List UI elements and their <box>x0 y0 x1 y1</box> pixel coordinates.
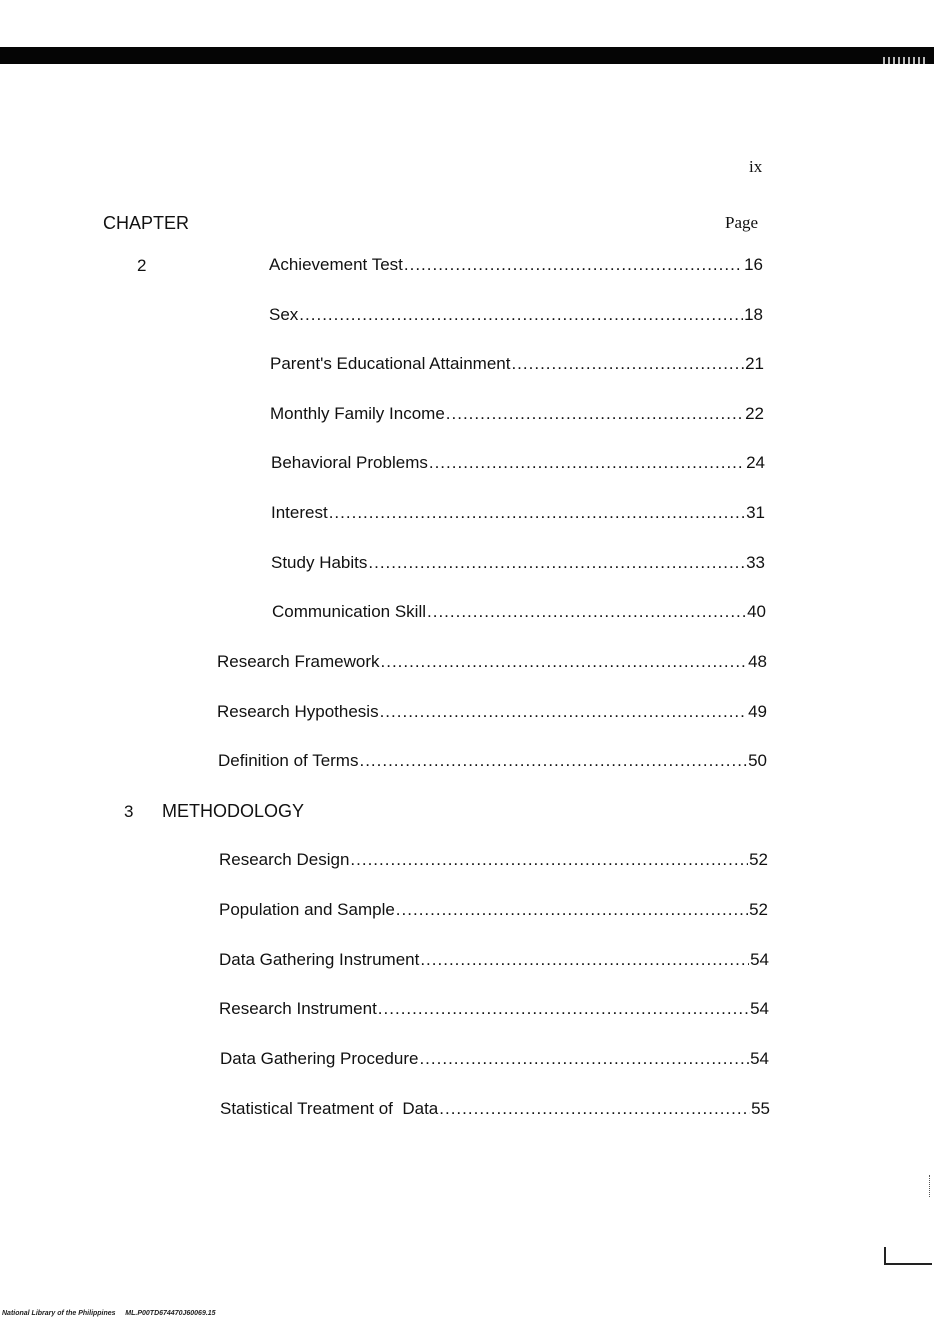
toc-entry-definition-of-terms[interactable] <box>218 750 767 772</box>
toc-leader <box>350 849 748 871</box>
toc-entry-page: 22 <box>745 404 764 423</box>
page-column-heading: Page <box>725 213 759 232</box>
page-number: ix <box>749 157 763 176</box>
toc-entry-page: 52 <box>749 850 768 869</box>
toc-entry-parents-educational-attainment[interactable] <box>270 353 764 375</box>
toc-entry-title: Definition of Terms <box>218 751 359 770</box>
toc-entry-page: 50 <box>748 751 767 770</box>
toc-leader <box>419 1048 749 1070</box>
toc-leader <box>378 998 749 1020</box>
toc-entry-title: Data Gathering Procedure <box>220 1049 419 1068</box>
toc-entry-sex[interactable] <box>269 304 763 326</box>
toc-leader <box>446 403 744 425</box>
toc-entry-data-gathering-instrument[interactable] <box>219 949 769 971</box>
toc-entry-achievement-test[interactable] <box>269 254 763 276</box>
toc-leader <box>404 254 743 276</box>
scan-speckle <box>880 57 925 64</box>
toc-entry-page: 31 <box>746 503 765 522</box>
toc-entry-page: 49 <box>748 702 767 721</box>
toc-leader <box>439 1098 750 1120</box>
toc-leader <box>380 701 748 723</box>
toc-entry-page: 18 <box>744 305 763 324</box>
toc-leader <box>329 502 745 524</box>
toc-leader <box>359 750 747 772</box>
chapter-3-title: METHODOLOGY <box>162 801 305 821</box>
toc-entry-page: 40 <box>747 602 766 621</box>
toc-entry-page: 48 <box>748 652 767 671</box>
toc-leader <box>427 601 746 623</box>
toc-entry-page: 16 <box>744 255 763 274</box>
toc-entry-monthly-family-income[interactable] <box>270 403 764 425</box>
toc-entry-research-design[interactable] <box>219 849 768 871</box>
toc-entry-page: 55 <box>751 1099 770 1118</box>
toc-leader <box>299 304 743 326</box>
toc-entry-page: 24 <box>746 453 765 472</box>
toc-leader <box>429 452 745 474</box>
toc-entry-research-hypothesis[interactable] <box>217 701 767 723</box>
toc-entry-title: Communication Skill <box>272 602 426 621</box>
toc-entry-title: Research Hypothesis <box>217 702 379 721</box>
toc-entry-page: 54 <box>750 999 769 1018</box>
toc-leader <box>368 552 745 574</box>
toc-leader <box>396 899 748 921</box>
toc-leader <box>511 353 744 375</box>
chapter-2-number: 2 <box>137 256 147 275</box>
toc-entry-data-gathering-procedure[interactable] <box>220 1048 769 1070</box>
toc-entry-title: Research Design <box>219 850 350 869</box>
toc-entry-title: Sex <box>269 305 299 324</box>
toc-entry-research-instrument[interactable] <box>219 998 769 1020</box>
toc-entry-title: Behavioral Problems <box>271 453 428 472</box>
toc-entry-title: Statistical Treatment of Data <box>220 1099 439 1118</box>
toc-entry-title: Interest <box>271 503 328 522</box>
toc-entry-page: 54 <box>750 950 769 969</box>
toc-entry-title: Monthly Family Income <box>270 404 445 423</box>
toc-leader <box>381 651 748 673</box>
toc-entry-research-framework[interactable] <box>217 651 767 673</box>
toc-entry-behavioral-problems[interactable] <box>271 452 765 474</box>
chapter-column-heading: CHAPTER <box>103 213 190 233</box>
toc-entry-page: 54 <box>750 1049 769 1068</box>
scan-top-bar <box>0 47 934 64</box>
toc-entry-population-and-sample[interactable] <box>219 899 768 921</box>
toc-entry-page: 21 <box>745 354 764 373</box>
scan-footer-text: National Library of the Philippines ML.P00TD674470J60069.15 <box>2 1310 216 1317</box>
toc-entry-title: Research Instrument <box>219 999 377 1018</box>
toc-entry-title: Data Gathering Instrument <box>219 950 420 969</box>
toc-entry-title: Parent's Educational Attainment <box>270 354 511 373</box>
toc-entry-statistical-treatment-of-data[interactable] <box>220 1098 770 1120</box>
scan-edge-dots <box>929 1175 930 1197</box>
toc-entry-title: Research Framework <box>217 652 380 671</box>
toc-entry-study-habits[interactable] <box>271 552 765 574</box>
toc-entry-page: 33 <box>746 553 765 572</box>
toc-entry-page: 52 <box>749 900 768 919</box>
toc-entry-title: Population and Sample <box>219 900 395 919</box>
toc-entry-communication-skill[interactable] <box>272 601 766 623</box>
toc-entry-title: Study Habits <box>271 553 368 572</box>
scan-corner-mark <box>884 1247 932 1265</box>
toc-entry-title: Achievement Test <box>269 255 403 274</box>
chapter-3-number: 3 <box>124 802 134 821</box>
toc-leader <box>420 949 749 971</box>
toc-entry-interest[interactable] <box>271 502 765 524</box>
